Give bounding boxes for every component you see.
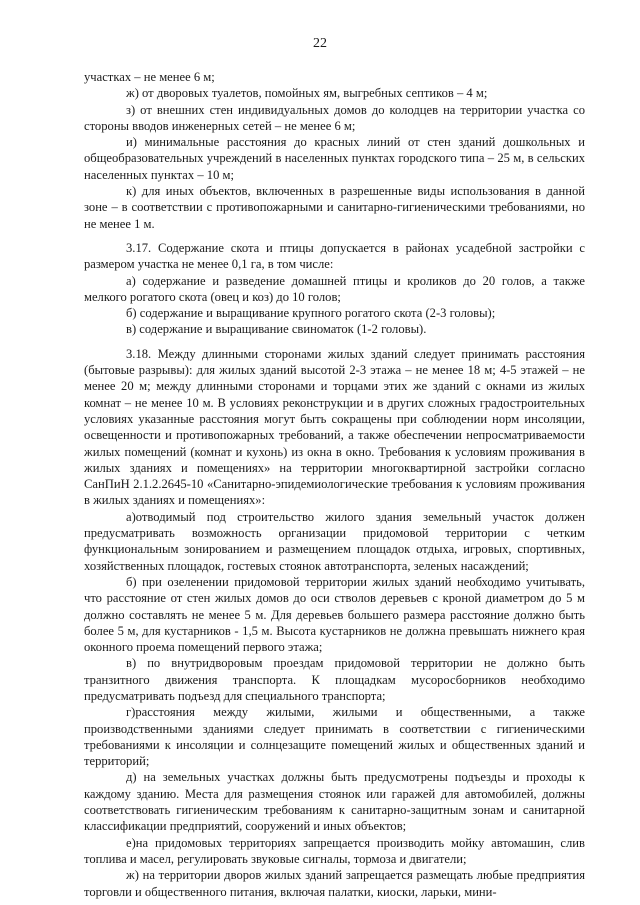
paragraph: 3.17. Содержание скота и птицы допускается в районах усадебной застройки с размером участка не менее 0,1 га, в том числе:: [84, 240, 585, 272]
paragraph: б) содержание и выращивание крупного рогатого скота (2-3 головы);: [126, 306, 496, 321]
paragraph: к) для иных объектов, включенных в разрешенные виды использования в данной зоне – в соответствии с противопожарными и санитарно-гигиеническими требованиями, но не менее 1 м.: [84, 184, 585, 231]
paragraph: в) содержание и выращивание свиноматок (1-2 головы).: [126, 322, 427, 337]
paragraph: з) от внешних стен индивидуальных домов до колодцев на территории участка со стороны вводов инженерных сетей – не менее 6 м;: [84, 102, 585, 133]
paragraph: и) минимальные расстояния до красных линий от стен зданий дошкольных и общеобразовательных учреждений в населенных пунктах городского типа – 25 м, в сельских населенных пунктах – 10 м;: [84, 135, 585, 182]
document-body: [84, 69, 585, 900]
paragraph: а) содержание и разведение домашней птицы и кроликов до 20 голов, а также мелкого рогатого скота (овец и коз) до 10 голов;: [84, 273, 585, 304]
paragraph: б) при озеленении придомовой территории жилых зданий необходимо учитывать, что расстояние от стен жилых домов до оси стволов деревьев с кроной диаметром до 5 м должно составлять не менее 5 м. Для деревьев большего размера расстояние должно быть более 5 м, для кустарников - 1,5 м. Высота кустарников не должна превышать нижнего края оконного проема помещений первого этажа;: [84, 574, 585, 655]
paragraph: участках – не менее 6 м;: [84, 70, 215, 84]
paragraph: 3.18. Между длинными сторонами жилых зданий следует принимать расстояния (бытовые разрывы): для жилых зданий высотой 2-3 этажа – не менее 18 м; 4-5 этажей – не менее 20 м; между длинными сторонами и торцами этих же зданий с окнами из жилых комнат – не менее 10 м. В условиях реконструкции и в других сложных градостроительных условиях указанные расстояния могут быть сокращены при соблюдении норм инсоляции, освещенности и противопожарных требований, а также обеспечении непросматриваемости жилых помещений (комнат и кухонь) из окна в окно. Требования к условиям проживания в жилых зданиях и помещениях» на территории многоквартирной застройки согласно СанПиН 2.1.2.2645-10 «Санитарно-эпидемиологические требования к условиям проживания в жилых зданиях и помещениях»:: [84, 346, 585, 508]
paragraph: е)на придомовых территориях запрещается производить мойку автомашин, слив топлива и масел, регулировать звуковые сигналы, тормоза и двигатели;: [84, 835, 585, 866]
paragraph: а)отводимый под строительство жилого здания земельный участок должен предусматривать возможность организации придомовой территории с четким функциональным зонированием и размещением площадок отдыха, игровых, спортивных, хозяйственных площадок, гостевых стоянок автотранспорта, зеленых насаждений;: [84, 509, 585, 573]
page-number: 22: [313, 36, 327, 51]
paragraph: г)расстояния между жилыми, жилыми и общественными, а также производственными зданиями следует принимать в соответствии с гигиеническими требованиями к инсоляции и солнцезащите помещений жилых и общественных зданий и территорий;: [84, 705, 585, 769]
paragraph: ж) на территории дворов жилых зданий запрещается размещать любые предприятия торговли и общественного питания, включая палатки, киоски, ларьки, мини-: [84, 868, 585, 899]
paragraph: ж) от дворовых туалетов, помойных ям, выгребных септиков – 4 м;: [126, 86, 488, 101]
paragraph: в) по внутридворовым проездам придомовой территории не должно быть транзитного движения транспорта. К площадкам мусоросборников необходимо предусматривать подъезд для специального транспорта;: [84, 656, 585, 703]
paragraph: д) на земельных участках должны быть предусмотрены подъезды и проходы к каждому зданию. Места для размещения стоянок или гаражей для автомобилей, должны соответствовать гигиеническим требованиям к санитарно-защитным зонам и санитарной классификации предприятий, сооружений и иных объектов;: [84, 770, 585, 834]
